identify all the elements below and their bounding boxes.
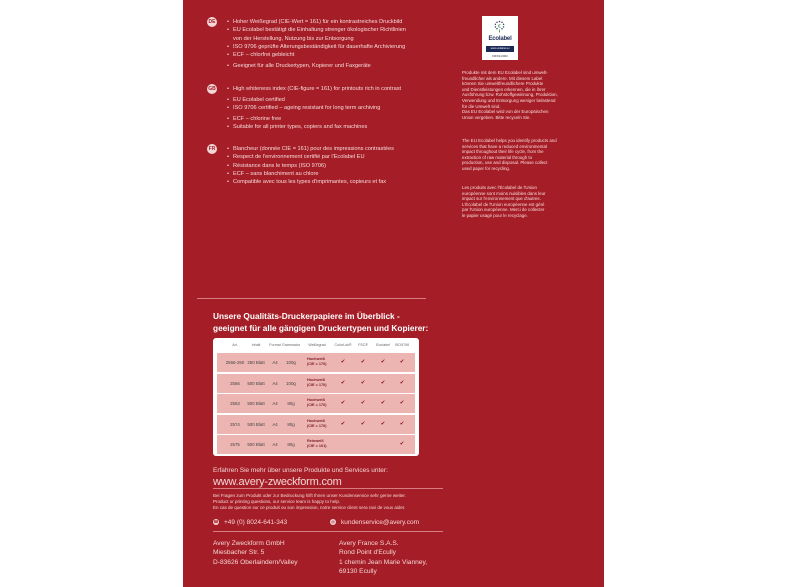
- list-item: • Respect de l'environnement certifié par l'Ecolabel EU: [227, 153, 437, 161]
- table-cell-inhalt: 500 Blatt: [247, 421, 265, 427]
- list-item: • ECF – sans blanchiment au chlore: [227, 170, 437, 178]
- column-header: ISO9706: [394, 343, 410, 347]
- table-cell-whiteness: Hochweiß (CIE = 170): [307, 418, 327, 428]
- column-header: FSC®: [358, 343, 368, 347]
- column-header: Art.: [232, 343, 238, 347]
- table-row: [217, 353, 415, 372]
- check-icon: ✔: [360, 420, 366, 427]
- ecolabel-logo: [482, 16, 518, 60]
- table-row: [217, 435, 415, 454]
- table-cell-inhalt: 500 Blatt: [247, 442, 265, 447]
- table-cell-inhalt: 500 Blatt: [247, 401, 265, 406]
- phone-contact: ☎ +49 (0) 8024-641-343: [213, 519, 288, 526]
- ecolabel-number: FR/011/003: [492, 54, 508, 58]
- check-icon: ✔: [360, 359, 366, 365]
- ecolabel-text-en: The EU Ecolabel helps you identify products and services that have a reduced environmental impact throughout their life cycle, from the extraction of raw material through to production, use and disposal. Please collect used paper for recycling.: [462, 138, 557, 171]
- check-icon: ✔: [380, 359, 386, 365]
- phone-icon: ☎: [213, 519, 219, 525]
- table-row: [217, 374, 415, 393]
- list-item: • EU Ecolabel bestätigt die Einhaltung strenger ökologischer Richtlinien von der Herstellung, Nutzung bis zur Entsorgung: [227, 26, 437, 43]
- learn-more-text: Erfahren Sie mehr über unsere Produkte und Services unter:: [213, 467, 388, 474]
- check-icon: ✔: [360, 379, 366, 386]
- check-icon: ✔: [340, 420, 346, 427]
- check-icon: ✔: [340, 379, 346, 386]
- divider: [197, 298, 426, 299]
- table-cell-art: 2566-250: [225, 360, 245, 365]
- column-header: Format: [269, 343, 281, 347]
- list-item: • ISO 9706 geprüfte Alterungsbeständigkeit für dauerhafte Archivierung: [227, 43, 437, 51]
- list-item: • EU Ecolabel certified: [227, 96, 437, 104]
- list-item: • Résistance dans le temps (ISO 9706): [227, 162, 437, 170]
- check-icon: ✔: [340, 400, 346, 406]
- column-header: Inhalt: [251, 343, 261, 347]
- table-cell-format: A4: [272, 421, 278, 427]
- feature-list-de: [227, 18, 437, 70]
- check-icon: ✔: [399, 400, 405, 406]
- table-cell-format: A4: [272, 401, 278, 406]
- language-badge-fr: FR: [208, 146, 216, 152]
- table-cell-inhalt: 250 Blatt: [247, 360, 265, 365]
- ecolabel-text-fr: Les produits avec l'Écolabel de l'Union européenne sont moins nuisibles dans leur impact sur l'environnement que d'autres. L'Écolabel de l'Union européenne est géré par l'Union européenne. Merci de collecter le papier usagé pour le recyclage.: [462, 185, 546, 218]
- email-contact[interactable]: @ kundenservice@avery.com: [330, 519, 420, 526]
- check-icon: ✔: [380, 379, 386, 386]
- table-cell-inhalt: 500 Blatt: [247, 380, 265, 386]
- check-icon: ✔: [399, 420, 405, 427]
- list-item: • ECF – chlorfrei gebleicht: [227, 51, 437, 59]
- check-icon: ✔: [380, 420, 386, 427]
- table-cell-art: 2563: [230, 401, 240, 406]
- check-icon: ✔: [399, 359, 405, 365]
- column-header: Grammatur: [281, 343, 301, 347]
- address-de: Avery Zweckform GmbH Miesbacher Str. 5 D-83626 Oberlaindern/Valley: [213, 540, 298, 566]
- check-icon: ✔: [399, 441, 405, 447]
- email-icon: @: [330, 519, 336, 525]
- column-header: ColorLok®: [334, 343, 352, 347]
- list-item: • Blancheur (donnée CIE = 161) pour des impressions contrastées: [227, 145, 437, 153]
- product-table: [213, 338, 419, 456]
- overview-title: Unsere Qualitäts-Druckerpapiere im Überblick - geeignet für alle gängigen Druckertypen und Kopierer:: [213, 311, 429, 333]
- product-sheet: [183, 0, 604, 587]
- service-text: Product or printing questions, our service team is happy to help.: [213, 499, 341, 504]
- ecolabel-word: Ecolabel: [488, 36, 512, 42]
- list-item: • Geeignet für alle Druckertypen, Kopierer und Faxgeräte: [227, 62, 437, 70]
- table-cell-art: 2574: [230, 421, 240, 427]
- table-cell-whiteness: Reinweiß (CIE = 161): [307, 439, 327, 448]
- table-cell-whiteness: Hochweiß (CIE = 170): [307, 357, 327, 366]
- list-item: • High whiteness index (CIE-figure = 161) for printouts rich in contrast: [227, 85, 437, 93]
- ecolabel-url: www.ecolabel.eu: [486, 46, 514, 52]
- list-item: • ISO 9706 certified – ageing resistant for long term archiving: [227, 104, 437, 112]
- table-cell-grammatur: 100g: [286, 380, 296, 386]
- address-fr: Avery France S.A.S. Rond Point d'Ecully 1 chemin Jean Marie Vianney, 69130 Ecully: [339, 540, 428, 576]
- column-header: Ecolabel: [376, 343, 390, 347]
- check-icon: ✔: [399, 379, 405, 386]
- table-cell-format: A4: [272, 360, 278, 365]
- list-item: • Hoher Weißegrad (CIE-Wert = 161) für ein kontrastreiches Druckbild: [227, 18, 437, 26]
- list-item: • Suitable for all printer types, copiers and fax machines: [227, 123, 437, 131]
- svg-text:€: €: [497, 23, 502, 30]
- feature-list-fr: [227, 145, 437, 186]
- table-row: [217, 394, 415, 413]
- check-icon: ✔: [340, 359, 346, 365]
- ecolabel-text-de: Produkte mit dem EU Ecolabel sind umwelt- freundlicher als andere. Mit diesem Label können Sie umweltfreundlichere Produkte und Dienstleistungen erkennen, die in ihrer Ausführung bzw. Rohstoffgewinnung, Produktion, Verwendung und Entsorgung weniger belastend für die Umwelt sind. Das EU Ecolabel wird von der Europäischen Union vergeben. Bitte recyceln Sie.: [462, 70, 558, 120]
- table-cell-whiteness: Hochweiß (CIE = 170): [307, 377, 327, 387]
- language-badge-gb: GB: [208, 86, 216, 92]
- table-cell-art: 2566: [230, 380, 240, 386]
- service-text: En cas de question sur ce produit ou son impression, notre service client sera ravi de vous aider.: [213, 505, 406, 510]
- check-icon: ✔: [380, 400, 386, 406]
- table-header: [213, 343, 419, 351]
- table-cell-whiteness: Hochweiß (CIE = 170): [307, 398, 327, 407]
- column-header: Weißegrad: [308, 343, 326, 347]
- check-icon: ✔: [360, 400, 366, 406]
- website-link[interactable]: www.avery-zweckform.com: [213, 476, 342, 488]
- table-cell-format: A4: [272, 442, 278, 447]
- table-cell-grammatur: 80g: [287, 442, 295, 447]
- list-item: • ECF – chlorine free: [227, 115, 437, 123]
- divider: [213, 531, 443, 532]
- table-row: [217, 415, 415, 434]
- divider: [213, 488, 443, 489]
- table-cell-grammatur: 100g: [286, 360, 296, 365]
- service-text: Bei Fragen zum Produkt oder zur Bedruckung hilft Ihnen unser Kundenservice sehr gerne weiter.: [213, 493, 406, 498]
- feature-list-gb: [227, 85, 437, 131]
- table-cell-grammatur: 80g: [287, 421, 295, 427]
- ecolabel-flower-icon: [493, 20, 506, 33]
- list-item: • Compatible avec tous les types d'imprimantes, copieurs et fax: [227, 178, 437, 186]
- table-cell-art: 2575: [230, 442, 240, 447]
- language-badge-de: DE: [208, 19, 216, 25]
- table-cell-grammatur: 80g: [287, 401, 295, 406]
- table-cell-format: A4: [272, 380, 278, 386]
